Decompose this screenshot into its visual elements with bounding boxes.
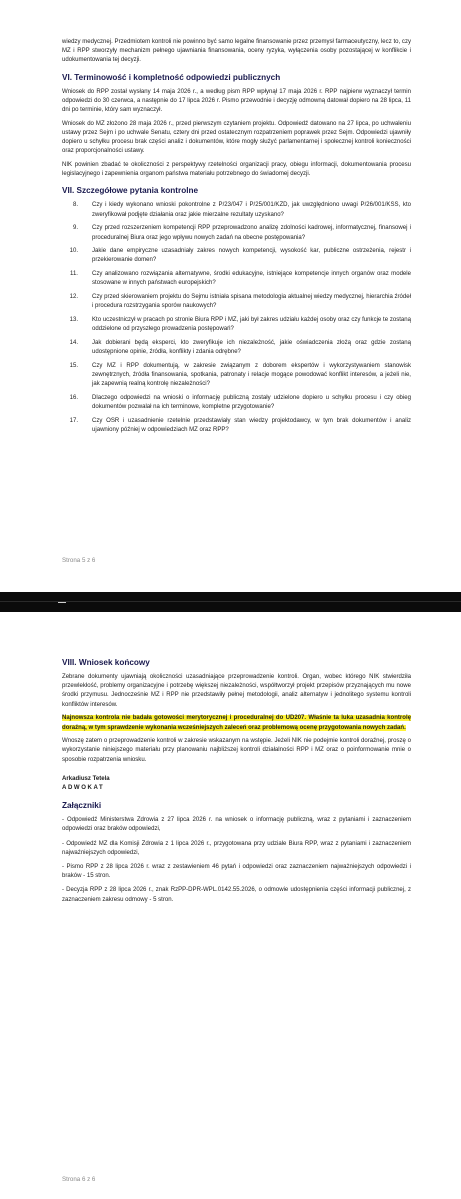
- question-item: [62, 394, 411, 412]
- question-text: Kto uczestniczył w pracach po stronie Biura RPP i MZ, jaki był zakres udziału każdej osoby oraz czy funkcje te zostaną oddzielone od przyszłego prowadzenia postępowań?: [92, 316, 411, 333]
- question-number: 14.: [69, 339, 78, 346]
- question-text: Jak dobierani będą eksperci, kto zweryfikuje ich niezależność, jakie oświadczenia złożą oraz gdzie zostaną udostępnione opinie, źródła, konflikty i zdania odrębne?: [92, 339, 411, 356]
- question-item: [62, 293, 411, 311]
- section-7-heading: VII. Szczegółowe pytania kontrolne: [62, 186, 199, 196]
- page-6-content: [62, 658, 411, 910]
- section-6-paragraph-1: Wniosek do RPP został wysłany 14 maja 2026 r., a według pism RPP wpłynął 17 maja 2026 r. RPP najpierw wyznaczył termin odpowiedzi do 30 czerwca, a następnie do 17 lipca 2026 r. Pismo przewodnie i decyzję odmowną datował dopiero na 28 lipca, 11 dni po terminie, który sam wyznaczył.: [62, 88, 411, 114]
- question-item: [62, 417, 411, 435]
- question-number: 16.: [69, 394, 78, 401]
- attachment-item: - Pismo RPP z 28 lipca 2026 r. wraz z zestawieniem 46 pytań i odpowiedzi oraz zaznaczeniem najważniejszych odpowiedzi i braków - 15 stron.: [62, 864, 411, 880]
- attachments-list: [62, 816, 411, 905]
- signature-title: ADWOKAT: [62, 785, 105, 792]
- question-item: [62, 247, 411, 265]
- attachment-item: - Decyzja RPP z 28 lipca 2026 r., znak RzPP-DPR-WPL.0142.55.2026, o odmowie udostępnienia części informacji publicznej, z zaznaczeniem zakresu odmowy - 5 stron.: [62, 887, 411, 903]
- text-cursor: [58, 602, 66, 603]
- attachment-item: - Odpowiedź MZ dla Komisji Zdrowia z 1 lipca 2026 r., przygotowana przy udziale Biura RPP, wraz z pytaniami i zaznaczeniem najważniejszych odpowiedzi,: [62, 840, 411, 856]
- question-text: Czy MZ i RPP dokumentują, w zakresie związanym z doborem ekspertów i wykorzystywaniem stanowisk zewnętrznych, źródła finansowania, spotkania, patronaty i relacje mogące powodować konflikt interesów, a jeżeli nie, jak zapewnią realną kontrolę niezależności?: [92, 362, 411, 388]
- section-8-heading: VIII. Wniosek końcowy: [62, 658, 150, 667]
- question-text: Czy analizowano rozwiązania alternatywne, środki edukacyjne, istniejące kompetencje innych organów oraz modele stosowane w innych państwach europejskich?: [92, 271, 411, 287]
- question-text: Jakie dane empiryczne uzasadniały zakres nowych kompetencji, wysokość kar, publiczne ostrzeżenia, rejestr i przekierowanie domen?: [92, 248, 411, 264]
- question-number: 12.: [69, 294, 78, 301]
- attachments-heading: Załączniki: [62, 801, 102, 811]
- section-8-paragraph-1: Zebrane dokumenty ujawniają okoliczności uzasadniające przeprowadzenie kontroli. Organ, wobec którego NIK stwierdziła przewlekłość, problemy organizacyjne i potrzebę większej niezależności, współtworzył projekt przepisów przyznających mu nowe środki przymusu. Jednocześnie MZ i RPP nie przedstawiły pełnej metodologii, analiz alternatyw i jednolitego systemu kontroli konfliktów interesów.: [62, 674, 411, 708]
- control-questions-list: [62, 201, 411, 435]
- document-page-5: [0, 0, 461, 592]
- question-text: Czy przed rozszerzeniem kompetencji RPP przeprowadzono analizę zdolności kadrowej, informatycznej, finansowej i proceduralnej Biura oraz jego wpływu nowych zadań na obecne postępowania?: [92, 225, 411, 241]
- question-number: 8.: [72, 202, 78, 209]
- question-item: [62, 316, 411, 334]
- question-item: [62, 362, 411, 390]
- question-number: 17.: [69, 417, 78, 424]
- page-5-content: [62, 38, 411, 440]
- highlighted-paragraph: [62, 714, 411, 732]
- question-number: 9.: [72, 225, 78, 232]
- separator-line: [0, 601, 461, 602]
- section-6-heading: VI. Terminowość i kompletność odpowiedzi publicznych: [62, 72, 281, 82]
- signature-name: Arkadiusz Tetela: [62, 775, 110, 782]
- question-number: 11.: [70, 271, 78, 278]
- section-6-paragraph-2: Wniosek do MZ złożono 28 maja 2026 r., przed pierwszym czytaniem projektu. Odpowiedź datowano na 27 lipca, po uchwaleniu ustawy przez Sejm i po uchwale Senatu, cztery dni przed ostatecznym rozpatrzeniem poprawek przez Sejm. Odpowiedzi ujawniły dopiero u schyłku procesu brak części analiz i dokumentów, które mogły służyć parlamentarnej i społecznej kontroli konieczności oraz proporcjonalności ustawy.: [62, 120, 411, 155]
- question-text: Dlaczego odpowiedzi na wnioski o informację publiczną zostały udzielone dopiero u schyłku procesu i czy obieg dokumentów pozwalał na ich terminowe, kompletne przygotowanie?: [92, 394, 411, 411]
- question-number: 13.: [69, 316, 78, 323]
- question-item: [62, 270, 411, 288]
- intro-paragraph: wiedzy medycznej. Przedmiotem kontroli nie powinno być samo legalne finansowanie przez przemysł farmaceutyczny, lecz to, czy MZ i RPP stworzyły mechanizm pełnego ujawniania finansowania, oceny ryzyka, wyłączenia osoby pozostającej w konflikcie i udokumentowania tej decyzji.: [62, 39, 411, 64]
- page-number: Strona 6 z 6: [62, 1176, 96, 1183]
- question-text: Czy i kiedy wykonano wnioski pokontrolne z P/23/047 i P/25/001/KZD, jak uwzględniono uwagi P/26/001/KSS, kto zweryfikował podjęte działania oraz jakie mierzalne rezultaty uzyskano?: [92, 202, 411, 218]
- section-6-paragraph-3: NIK powinien zbadać te okoliczności z perspektywy rzetelności organizacji pracy, obiegu informacji, dokumentowania procesu legislacyjnego i zapewnienia organom państwa materiału potrzebnego do świadomej decyzji.: [62, 162, 411, 178]
- question-number: 15.: [69, 362, 78, 369]
- question-text: Czy przed skierowaniem projektu do Sejmu istniała spisana metodologia aktualnej wiedzy medycznej, hierarchia źródeł i procedura rozstrzygania sporów naukowych?: [92, 294, 411, 310]
- section-8-paragraph-3: Wnoszę zatem o przeprowadzenie kontroli w zakresie wskazanym na wstępie. Jeżeli NIK nie podejmie kontroli doraźnej, proszę o wykorzystanie niniejszego materiału przy planowaniu najbliższej kontroli działalności RPP i MZ oraz o poinformowanie mnie o sposobie rozpatrzenia wniosku.: [62, 738, 411, 763]
- question-text: Czy OSR i uzasadnienie rzetelnie przedstawiały stan wiedzy projektodawcy, w tym brak dokumentów i analiz ujawniony później w odpowiedziach MZ oraz RPP?: [92, 417, 411, 433]
- highlighted-text: Najnowsza kontrola nie badała gotowości merytorycznej i proceduralnej do UD207. Właśnie ta luka uzasadnia kontrolę doraźną, w tym sprawdzenie wykonania wcześniejszych zaleceń oraz problemową ocenę przygotowania nowych zadań.: [62, 715, 411, 731]
- attachment-item: - Odpowiedź Ministerstwa Zdrowia z 27 lipca 2026 r. na wniosek o informację publiczną, wraz z pytaniami i zaznaczeniem odpowiedzi oraz braków odpowiedzi,: [62, 817, 411, 833]
- question-item: [62, 201, 411, 219]
- page-number: Strona 5 z 6: [62, 557, 96, 564]
- question-item: [62, 224, 411, 242]
- page-separator: [0, 592, 461, 612]
- question-item: [62, 339, 411, 357]
- question-number: 10.: [69, 248, 78, 255]
